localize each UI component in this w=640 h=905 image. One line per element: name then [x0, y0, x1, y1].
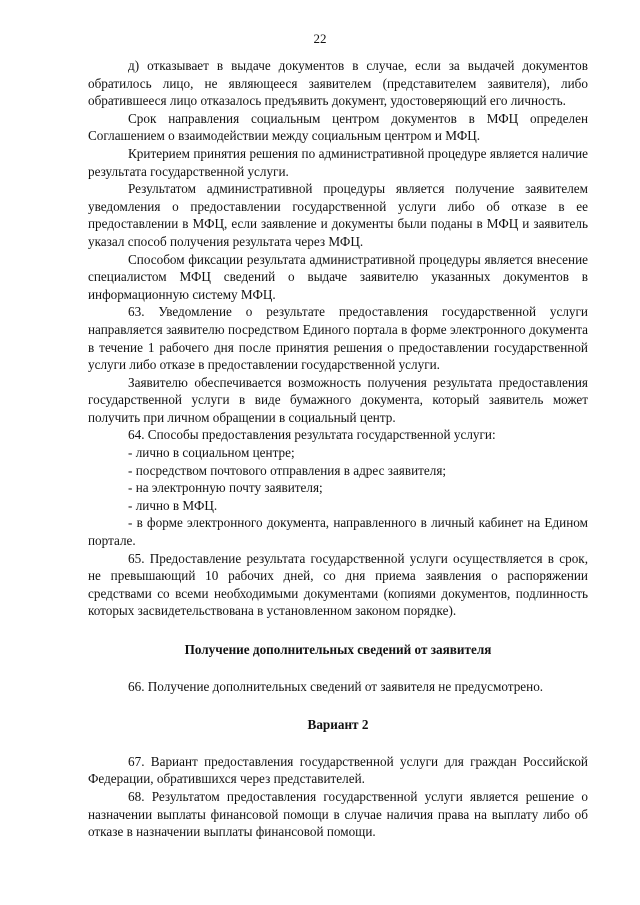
- variant-heading: Вариант 2: [307, 717, 369, 733]
- document-body: [88, 57, 588, 841]
- paragraph: Критерием принятия решения по административной процедуре является наличие результата государственной услуги.: [88, 145, 588, 179]
- paragraph-65: 65. Предоставление результата государственной услуги осуществляется в срок, не превышающий 10 рабочих дней, со дня приема заявления о распоряжении средствами со всеми необходимыми документами (копиями документов, подлинность которых засвидетельствована в установленном законом порядке).: [88, 550, 588, 619]
- paragraph-66: 66. Получение дополнительных сведений от заявителя не предусмотрено.: [128, 678, 544, 694]
- list-item: - посредством почтового отправления в адрес заявителя;: [128, 462, 447, 478]
- paragraph-67: 67. Вариант предоставления государственной услуги для граждан Российской Федерации, обратившихся через представителей.: [88, 753, 588, 787]
- paragraph: д) отказывает в выдаче документов в случае, если за выдачей документов обратилось лицо, не являющееся заявителем (представителем заявителя), либо обратившееся лицо отказалось предъявить документ, удостоверяющий его личность.: [88, 58, 588, 109]
- list-item: - лично в МФЦ.: [128, 497, 218, 513]
- paragraph: Срок направления социальным центром документов в МФЦ определен Соглашением о взаимодействии между социальным центром и МФЦ.: [88, 110, 588, 144]
- paragraph-63: 63. Уведомление о результате предоставления государственной услуги направляется заявителю посредством Единого портала в форме электронного документа в течение 1 рабочего дня после принятия решения о предоставлении государственной услуги либо отказе в предоставлении государственной услуги.: [88, 304, 588, 373]
- paragraph-64: 64. Способы предоставления результата государственной услуги:: [128, 427, 496, 443]
- section-heading: Получение дополнительных сведений от заявителя: [184, 642, 492, 657]
- paragraph: Результатом административной процедуры является получение заявителем уведомления о предоставлении государственной услуги либо об отказе в ее предоставлении в МФЦ, если заявление и документы были поданы в МФЦ и заявитель указал способ получения результата через МФЦ.: [88, 181, 588, 249]
- paragraph: Заявителю обеспечивается возможность получения результата предоставления государственной услуги в виде бумажного документа, который заявитель может получить при личном обращении в социальный центр.: [88, 374, 588, 425]
- list-item: - на электронную почту заявителя;: [128, 480, 323, 496]
- page-number: 22: [313, 31, 327, 46]
- paragraph: Способом фиксации результата административной процедуры является внесение специалистом МФЦ сведений о выдаче заявителю указанных документов в информационную систему МФЦ.: [88, 251, 588, 302]
- paragraph-68: 68. Результатом предоставления государственной услуги является решение о назначении выплаты финансовой помощи в случае наличия права на выплату либо об отказе в назначении выплаты финансовой помощи.: [88, 788, 588, 840]
- list-item: - в форме электронного документа, направленного в личный кабинет на Едином портале.: [88, 515, 588, 549]
- list-item: - лично в социальном центре;: [128, 445, 295, 461]
